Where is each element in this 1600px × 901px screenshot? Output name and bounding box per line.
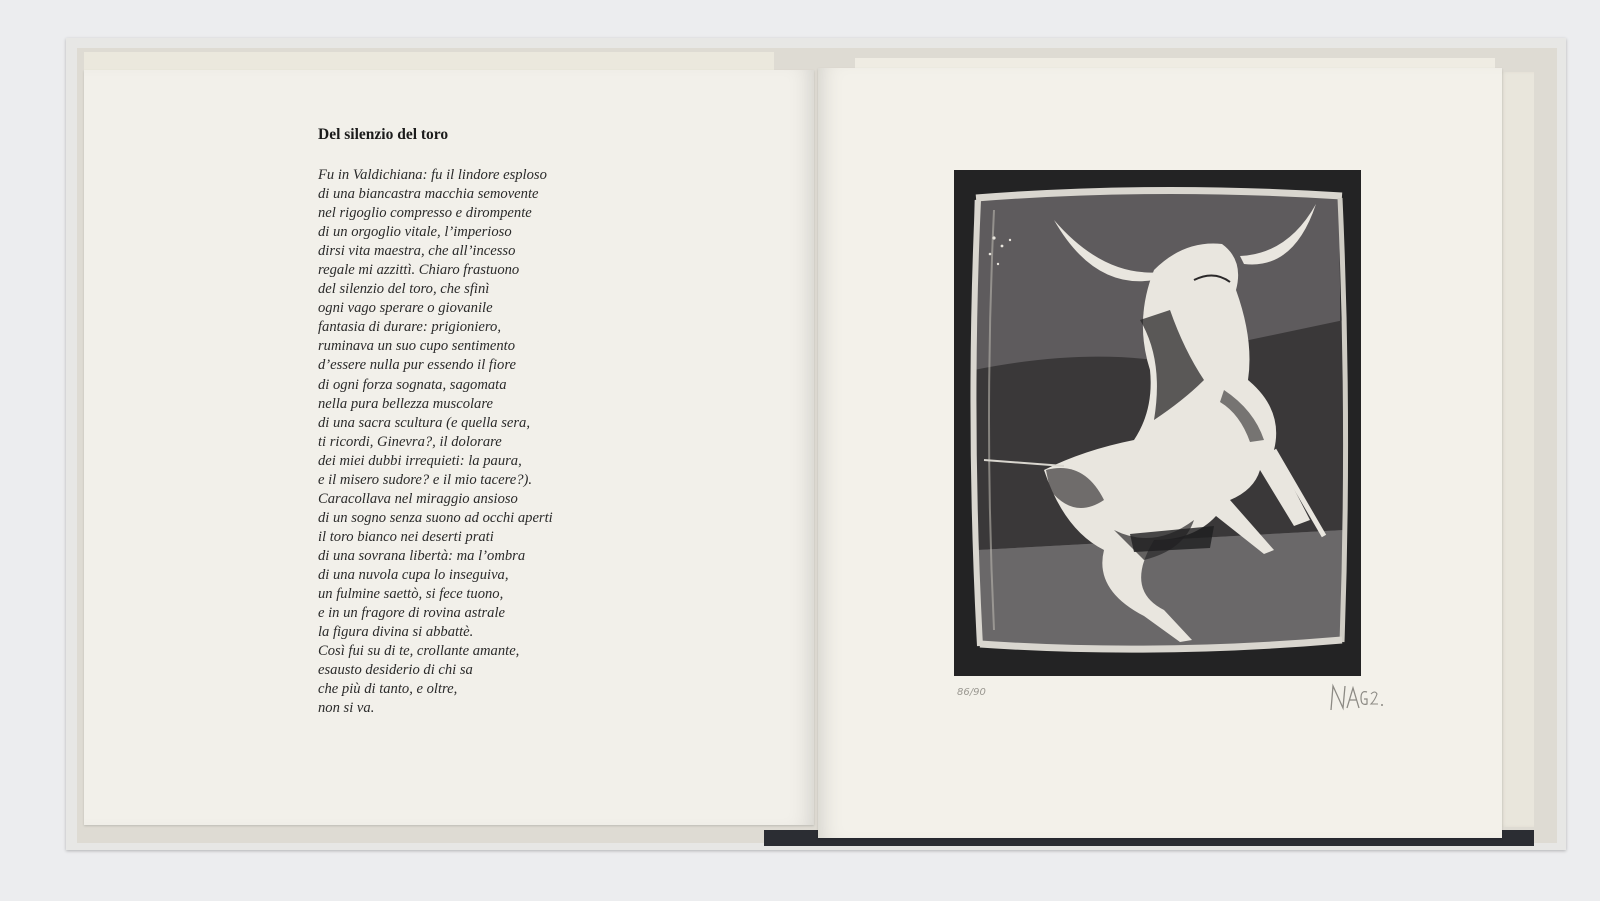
poem-line: d’essere nulla pur essendo il fiore — [318, 357, 516, 374]
poem-text — [318, 166, 553, 718]
poem-line: del silenzio del toro, che sfinì — [318, 281, 490, 298]
poem-line: un fulmine saettò, si fece tuono, — [318, 586, 504, 603]
poem-line: esausto desiderio di chi sa — [318, 662, 473, 679]
poem-line: nella pura bellezza muscolare — [318, 395, 493, 412]
poem-line: ogni vago sperare o giovanile — [318, 300, 493, 317]
poem-line: la figura divina si abbattè. — [318, 624, 474, 641]
poem-line: di un orgoglio vitale, l’imperioso — [318, 224, 512, 241]
poem-line: Caracollava nel miraggio ansioso — [318, 490, 518, 507]
poem-line: dei miei dubbi irrequieti: la paura, — [318, 452, 522, 469]
poem-line: ti ricordi, Ginevra?, il dolorare — [318, 433, 502, 450]
poem-line: Fu in Valdichiana: fu il lindore esploso — [318, 167, 547, 183]
poem-line: di un sogno senza suono ad occhi aperti — [318, 509, 553, 526]
poem-line: il toro bianco nei deserti prati — [318, 528, 494, 545]
poem-line: e il misero sudore? e il mio tacere?). — [318, 471, 532, 488]
bull-etching — [954, 170, 1361, 676]
poem-line: non si va. — [318, 700, 375, 717]
right-page-stack — [1500, 72, 1534, 827]
poem-line: fantasia di durare: prigioniero, — [318, 319, 501, 336]
poem-line: di una nuvola cupa lo inseguiva, — [318, 566, 509, 583]
artist-signature — [1327, 680, 1387, 718]
poem-line: che più di tanto, e oltre, — [318, 681, 458, 698]
poem-line: di ogni forza sognata, sagomata — [318, 376, 507, 393]
poem-line: dirsi vita maestra, che all’incesso — [318, 243, 516, 260]
edition-number: 86/90 — [957, 687, 986, 698]
poem-line: Così fui su di te, crollante amante, — [318, 643, 520, 660]
poem-line: di una sovrana libertà: ma l’ombra — [318, 547, 526, 564]
poem-line: regale mi azzittì. Chiaro frastuono — [318, 262, 520, 279]
poem-line: di una biancastra macchia semovente — [318, 186, 539, 203]
poem-line: nel rigoglio compresso e dirompente — [318, 205, 532, 222]
poem-title: Del silenzio del toro — [318, 126, 449, 143]
poem-line: di una sacra scultura (e quella sera, — [318, 414, 530, 431]
poem-line: e in un fragore di rovina astrale — [318, 605, 506, 622]
poem-line: ruminava un suo cupo sentimento — [318, 338, 515, 355]
